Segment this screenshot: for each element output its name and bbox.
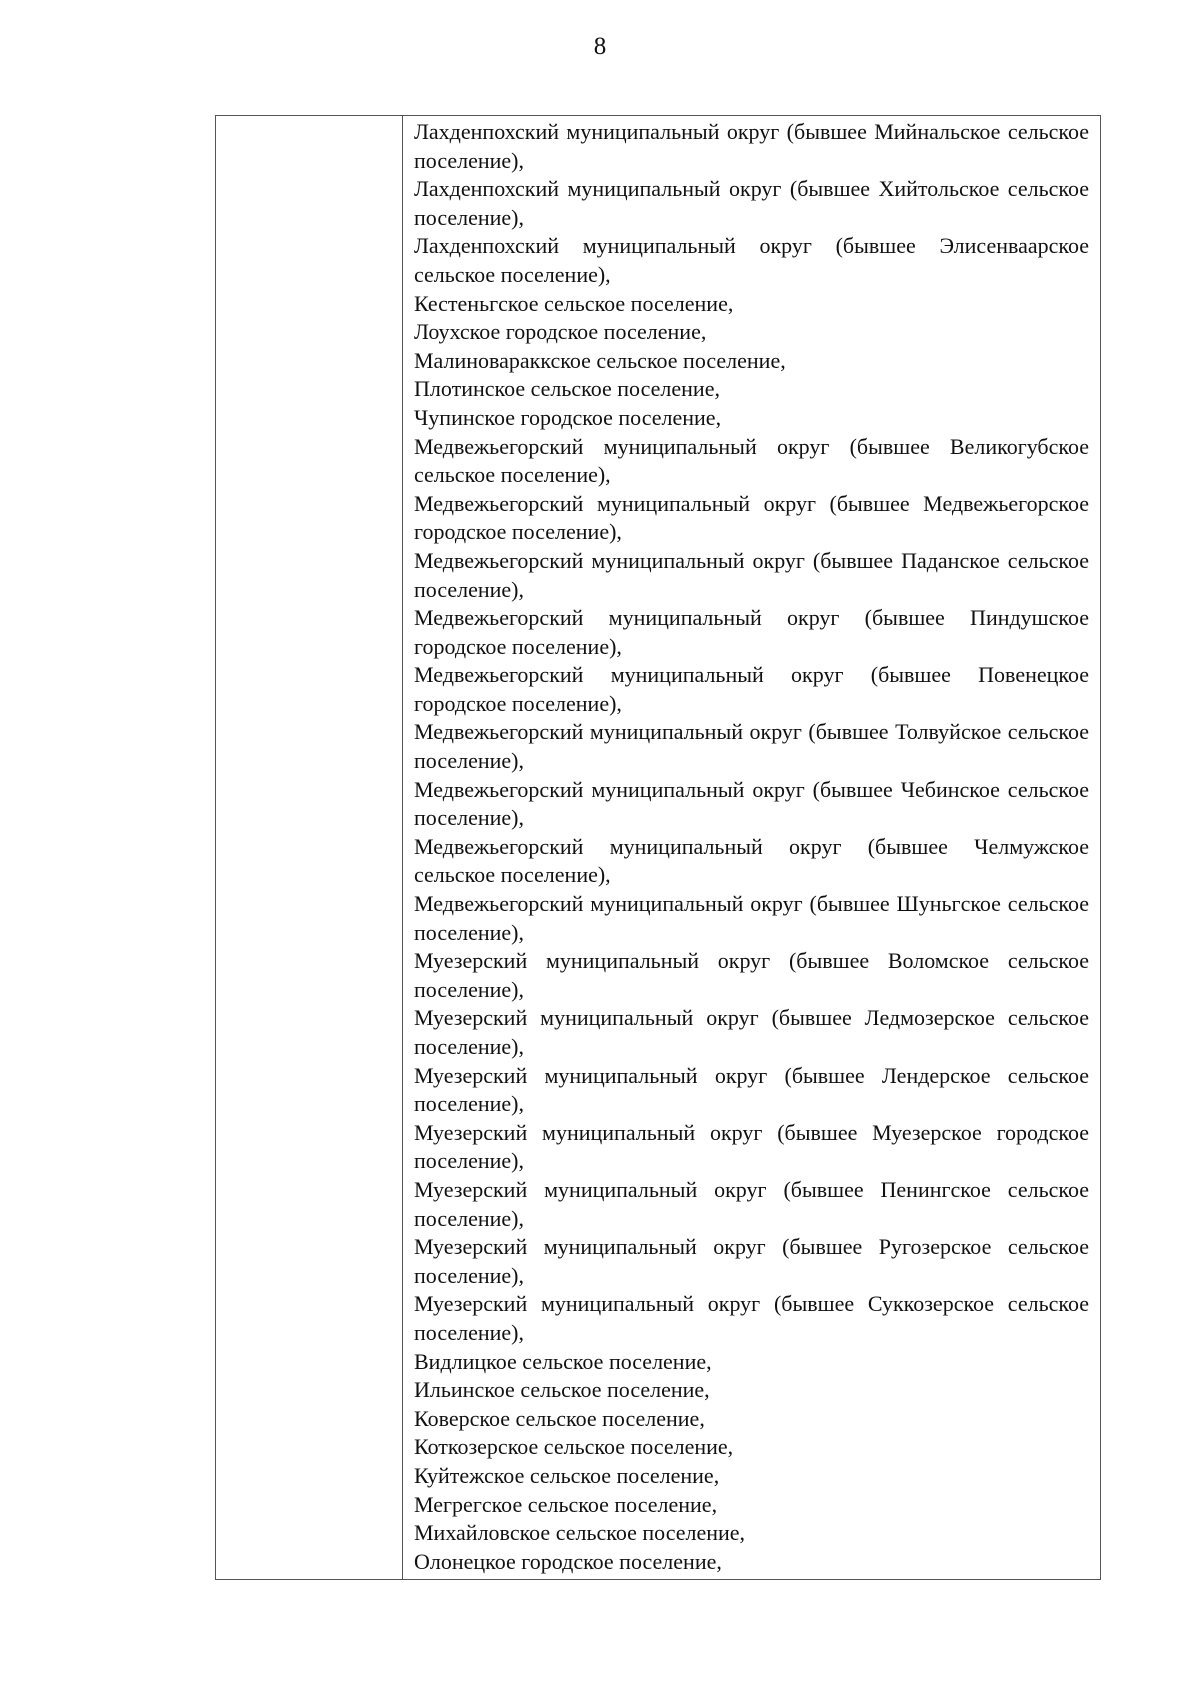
list-item: Коткозерское сельское поселение, — [414, 1434, 734, 1460]
list-item: Медвежьегорский муниципальный округ (бывшее Медвежьегорское городское поселение), — [414, 490, 1089, 545]
list-item: Видлицкое сельское поселение, — [414, 1348, 712, 1374]
list-item: Кестеньгское сельское поселение, — [414, 290, 734, 316]
list-item: Муезерский муниципальный округ (бывшее Ругозерское сельское поселение), — [414, 1234, 1089, 1288]
list-item: Муезерский муниципальный округ (бывшее Муезерское городское поселение), — [414, 1119, 1089, 1174]
document-table — [215, 115, 1101, 1580]
list-item: Медвежьегорский муниципальный округ (бывшее Великогубское сельское поселение), — [414, 433, 1089, 488]
list-item: Лоухское городское поселение, — [414, 319, 707, 345]
list-item: Лахденпохский муниципальный округ (бывшее Хийтольское сельское поселение), — [414, 176, 1089, 230]
table-right-cell — [403, 116, 1100, 1579]
list-item: Лахденпохский муниципальный округ (бывшее Мийнальское сельское поселение), — [414, 119, 1089, 173]
list-item: Медвежьегорский муниципальный округ (бывшее Шуньгское сельское поселение), — [414, 891, 1089, 945]
page-number: 8 — [593, 33, 607, 60]
list-item: Медвежьегорский муниципальный округ (бывшее Челмужское сельское поселение), — [414, 833, 1089, 888]
list-item: Коверское сельское поселение, — [414, 1405, 705, 1431]
list-item: Медвежьегорский муниципальный округ (бывшее Паданское сельское поселение), — [414, 547, 1089, 602]
list-item: Медвежьегорский муниципальный округ (бывшее Толвуйское сельское поселение), — [414, 719, 1089, 774]
list-item: Ильинское сельское поселение, — [414, 1377, 710, 1403]
list-item: Муезерский муниципальный округ (бывшее Воломское сельское поселение), — [414, 948, 1089, 1002]
list-item: Мегрегское сельское поселение, — [414, 1491, 718, 1517]
list-item: Муезерский муниципальный округ (бывшее Лендерское сельское поселение), — [414, 1062, 1089, 1117]
table-left-cell — [216, 116, 403, 1579]
list-item: Муезерский муниципальный округ (бывшее Пенингское сельское поселение), — [414, 1176, 1089, 1231]
list-item: Чупинское городское поселение, — [414, 404, 722, 430]
list-item: Медвежьегорский муниципальный округ (бывшее Повенецкое городское поселение), — [414, 662, 1089, 716]
list-item: Малиновараккское сельское поселение, — [414, 347, 786, 373]
list-item: Куйтежское сельское поселение, — [414, 1462, 720, 1488]
list-item: Муезерский муниципальный округ (бывшее Ледмозерское сельское поселение), — [414, 1005, 1089, 1059]
list-item: Плотинское сельское поселение, — [414, 376, 720, 402]
list-item: Олонецкое городское поселение, — [414, 1548, 722, 1574]
list-item: Лахденпохский муниципальный округ (бывшее Элисенваарское сельское поселение), — [414, 233, 1089, 287]
list-item: Медвежьегорский муниципальный округ (бывшее Пиндушское городское поселение), — [414, 605, 1089, 659]
list-item: Михайловское сельское поселение, — [414, 1520, 746, 1546]
list-item: Медвежьегорский муниципальный округ (бывшее Чебинское сельское поселение), — [414, 776, 1089, 831]
list-item: Муезерский муниципальный округ (бывшее Суккозерское сельское поселение), — [414, 1291, 1089, 1345]
